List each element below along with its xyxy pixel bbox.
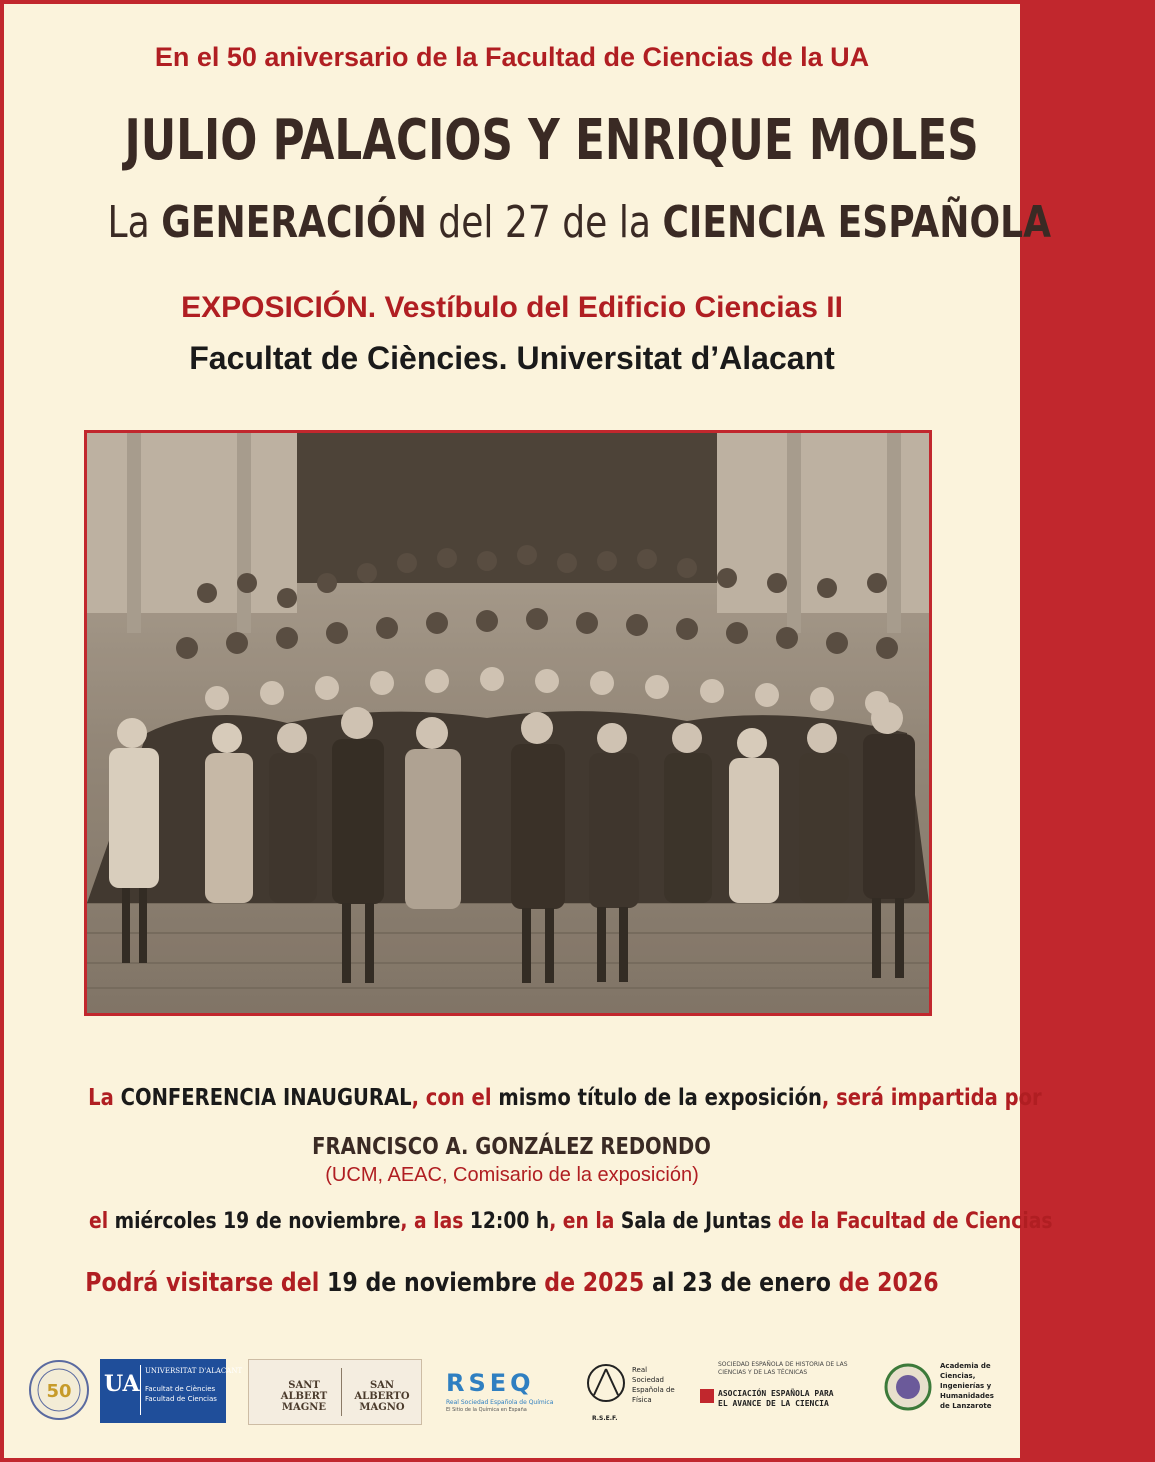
speaker-name: FRANCISCO A. GONZÁLEZ REDONDO	[312, 1134, 712, 1160]
sponsor-logos	[4, 1359, 1020, 1429]
conference-schedule: el miércoles 19 de noviembre, a las 12:00 h, en la Sala de Juntas de la Facultad de Ciencias	[89, 1209, 1053, 1234]
poster	[4, 4, 1053, 1458]
faculty-name: Facultat de Ciències. Universitat d’Alacant	[189, 340, 835, 376]
academia-lanzarote-logo: Academia de Ciencias, Ingenierías y Humanidades de Lanzarote	[884, 1359, 1014, 1423]
group-photograph	[84, 430, 932, 1016]
visit-dates: Podrá visitarse del 19 de noviembre de 2025 al 23 de enero de 2026	[85, 1268, 939, 1298]
ua-faculty-logo: UA UNIVERSITAT D'ALACANT Facultat de Ciències Facultad de Ciencias	[100, 1359, 226, 1423]
sehcyt-aeac-logos: SOCIEDAD ESPAÑOLA DE HISTORIA DE LAS CIENCIAS Y DE LAS TÉCNICAS ASOCIACIÓN ESPAÑOLA PARA EL AVANCE DE LA CIENCIA	[698, 1359, 866, 1423]
subtitle-text: La GENERACIÓN del 27 de la CIENCIA ESPAÑOLA	[107, 197, 1052, 248]
anniversary-line: En el 50 aniversario de la Facultad de Ciencias de la UA	[154, 42, 870, 72]
main-title	[4, 108, 1020, 173]
speaker-affiliation: (UCM, AEAC, Comisario de la exposición)	[325, 1164, 699, 1186]
conference-intro: La CONFERENCIA INAUGURAL, con el mismo título de la exposición, será impartida por	[88, 1085, 1042, 1111]
san-alberto-magno-logo: SANT ALBERT MAGNE SAN ALBERTO MAGNO	[248, 1359, 422, 1425]
exhibition-venue: EXPOSICIÓN. Vestíbulo del Edificio Ciencias II	[181, 291, 843, 324]
faculty-50-anniversary-logo	[28, 1359, 90, 1423]
rseq-logo: RSEQ Real Sociedad Española de Química El Sitio de la Química en España	[446, 1369, 554, 1413]
aeac-icon	[700, 1389, 714, 1403]
rsef-logo: R.S.E.F. Real Sociedad Española de Física	[584, 1359, 684, 1423]
rsef-emblem-icon	[584, 1359, 628, 1415]
main-title-text: JULIO PALACIOS Y ENRIQUE MOLES	[124, 108, 979, 173]
subtitle	[4, 197, 1052, 248]
svg-text:50: 50	[46, 1381, 72, 1402]
group-photo-image	[87, 433, 929, 1013]
academia-seal-icon	[884, 1359, 932, 1415]
